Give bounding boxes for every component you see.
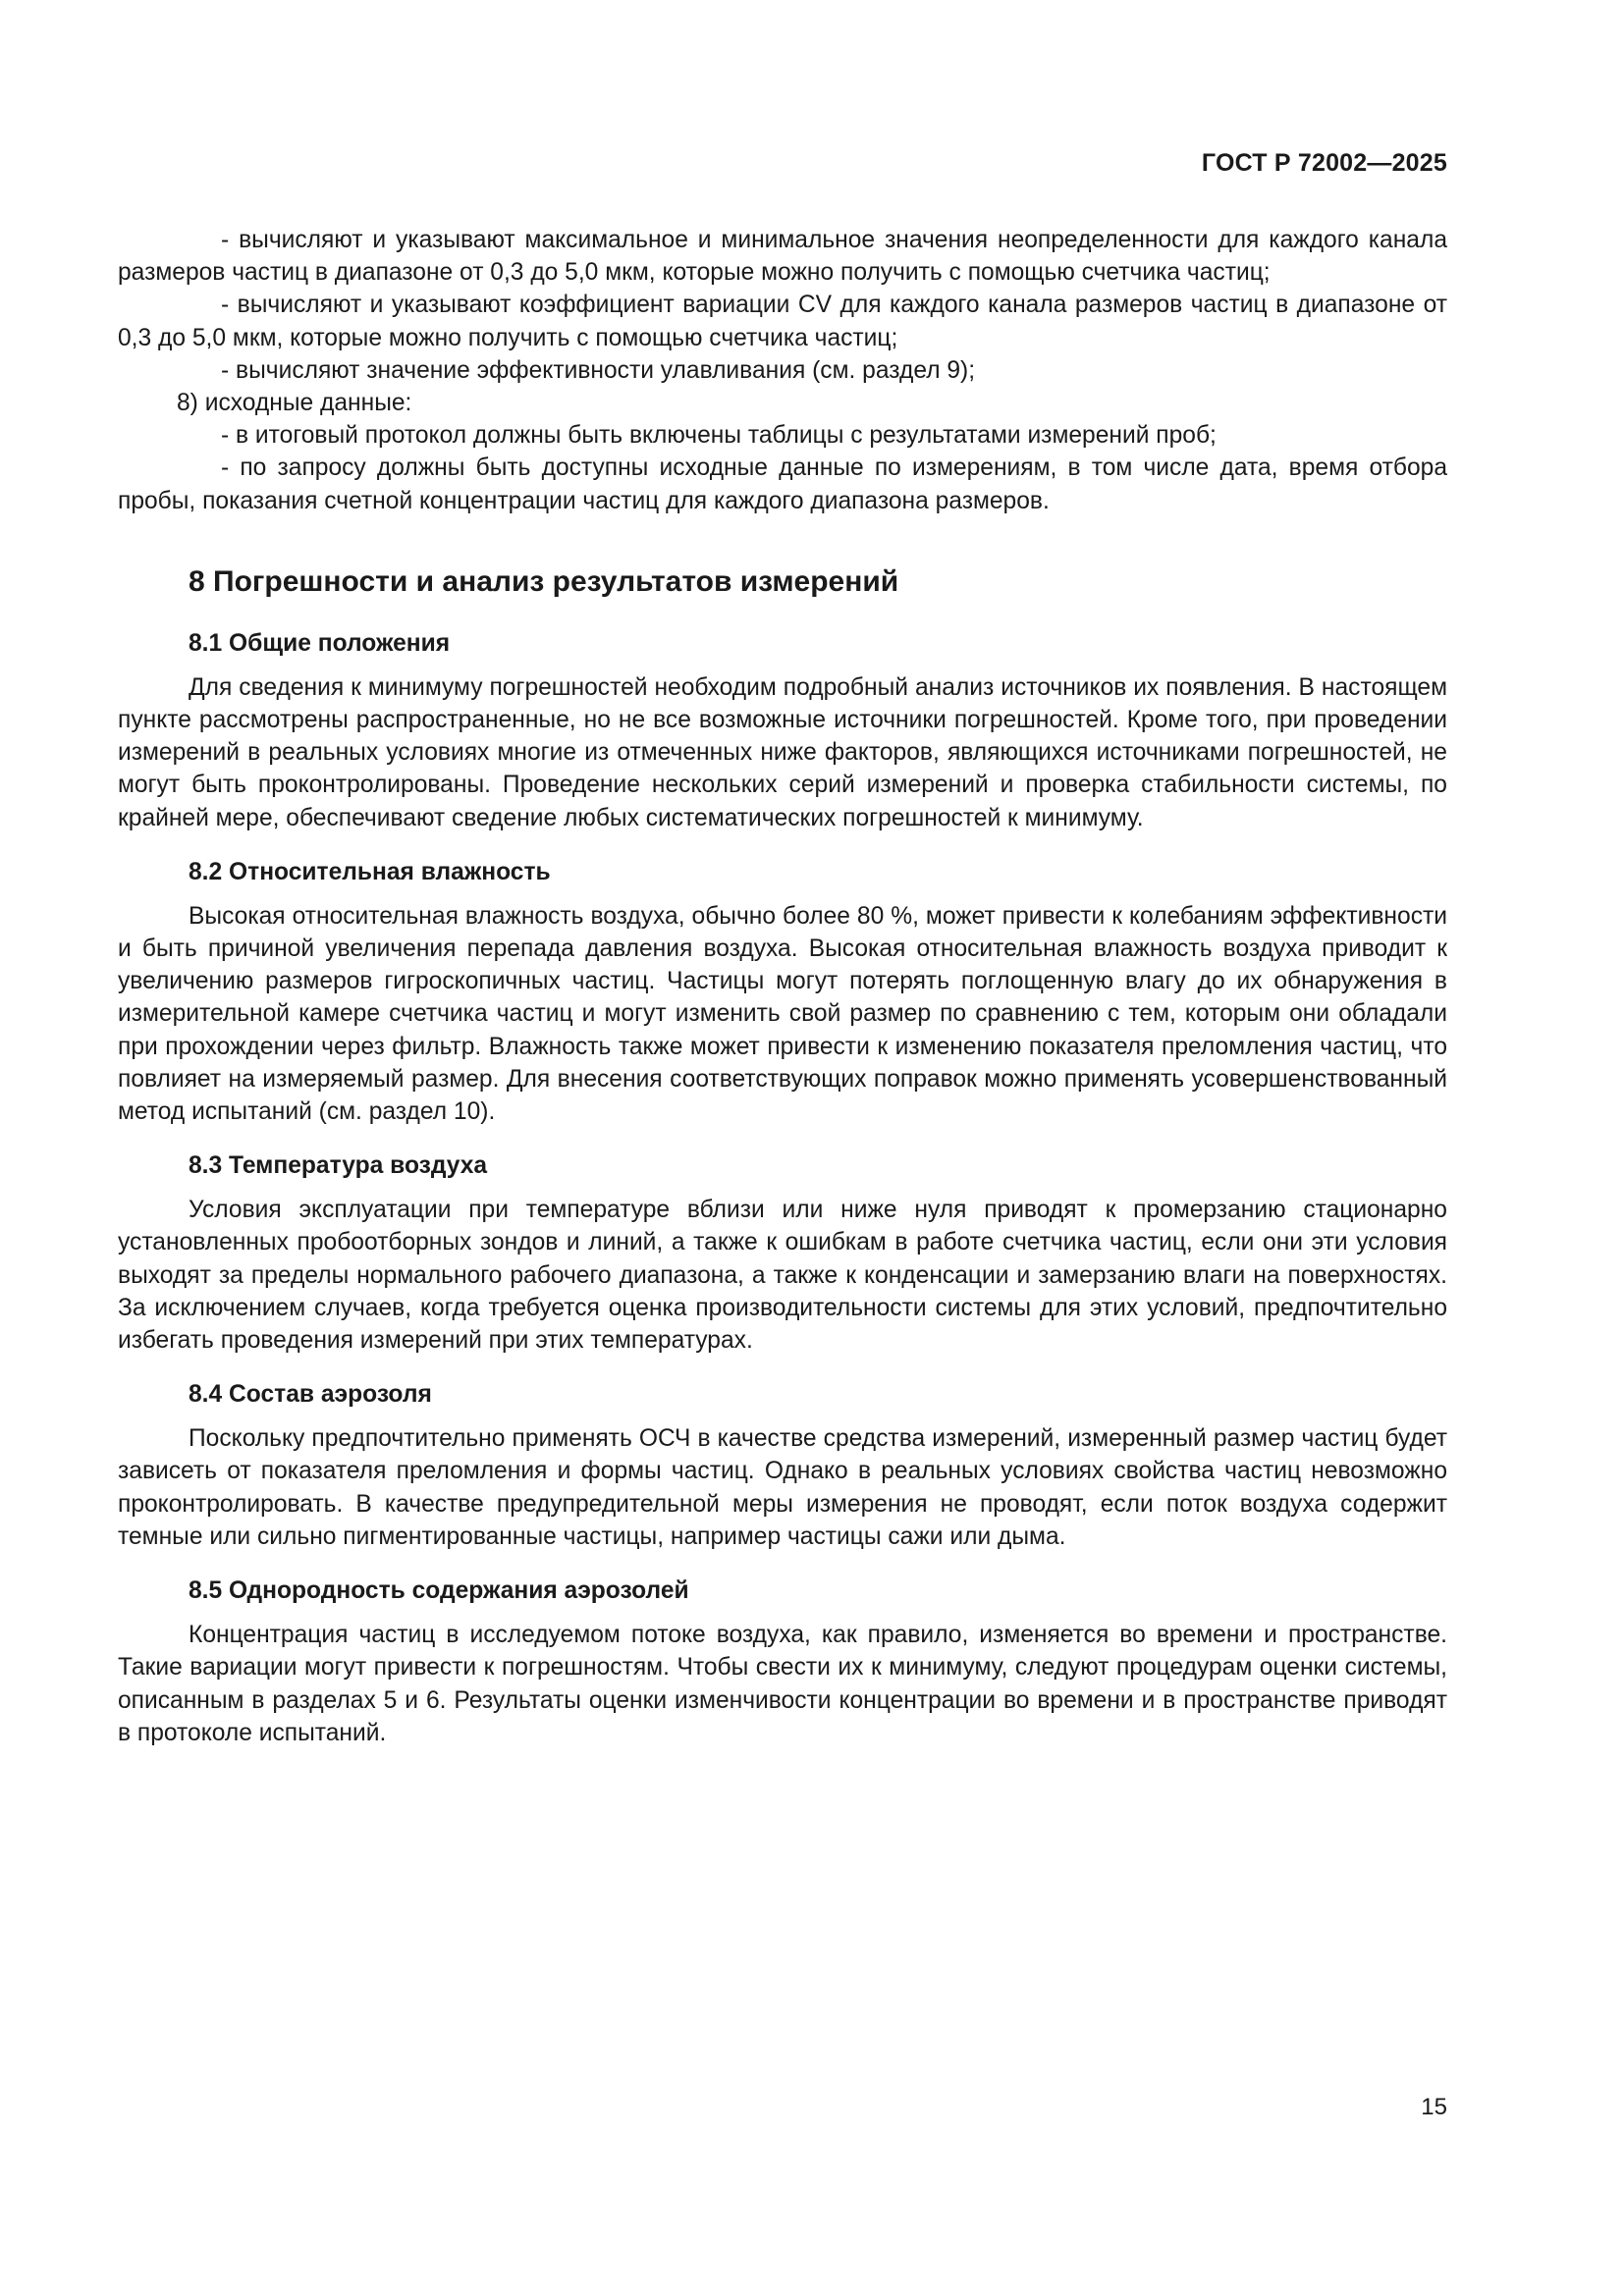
subsection-title-8-4: 8.4 Состав аэрозоля [189,1381,432,1409]
subsection-text-8-3: Условия эксплуатации при температуре вблизи или ниже нуля приводят к промерзанию стационарно установленных пробоотборных зондов и линий, а также к ошибкам в работе счетчика частиц, если они эти условия выходят за пределы нормального рабочего диапазона, а также к конденсации и замерзанию влаги на поверхностях. За исключением случаев, когда требуется оценка производительности системы для этих условий, предпочтительно избегать проведения измерений при этих температурах. [118,1197,1447,1355]
list-item: - по запросу должны быть доступны исходные данные по измерениям, в том числе дата, время отбора пробы, показания счетной концентрации частиц для каждого диапазона размеров. [118,454,1447,514]
list-item: - вычисляют и указывают максимальное и минимальное значения неопределенности для каждого канала размеров частиц в диапазоне от 0,3 до 5,0 мкм, которые можно получить с помощью счетчика частиц; [118,227,1447,287]
subsection-text-8-5: Концентрация частиц в исследуемом потоке воздуха, как правило, изменяется во времени и пространстве. Такие вариации могут привести к погрешностям. Чтобы свести их к минимуму, следуют процедурам оценки системы, описанным в разделах 5 и 6. Результаты оценки изменчивости концентрации во времени и в пространстве приводят в протоколе испытаний. [118,1622,1447,1746]
subsection-text-8-4: Поскольку предпочтительно применять ОСЧ в качестве средства измерений, измеренный размер частиц будет зависеть от показателя преломления и формы частиц. Однако в реальных условиях свойства частиц невозможно проконтролировать. В качестве предупредительной меры измерения не проводят, если поток воздуха содержит темные или сильно пигментированные частицы, например частицы сажи или дыма. [118,1425,1447,1550]
subsection-text-8-1: Для сведения к минимуму погрешностей необходим подробный анализ источников их появления. В настоящем пункте рассмотрены распространенные, но не все возможные источники погрешностей. Кроме того, при проведении измерений в реальных условиях многие из отмеченных ниже факторов, являющихся источниками погрешностей, не могут быть проконтролированы. Проведение нескольких серий измерений и проверка стабильности системы, по крайней мере, обеспечивают сведение любых систематических погрешностей к минимуму. [118,673,1447,831]
subsection-title-8-2: 8.2 Относительная влажность [189,858,551,885]
numbered-item: 8) исходные данные: [177,390,412,417]
intro-list [118,224,1447,517]
standard-header: ГОСТ Р 72002—2025 [1201,149,1447,177]
list-item: - вычисляют значение эффективности улавливания (см. раздел 9); [221,356,976,384]
subsection-text-8-2: Высокая относительная влажность воздуха, обычно более 80 %, может привести к колебаниям эффективности и быть причиной увеличения перепада давления воздуха. Высокая относительная влажность воздуха приводит к увеличению размеров гигроскопичных частиц. Частицы могут потерять поглощенную влагу до их обнаружения в измерительной камере счетчика частиц и могут изменить свой размер по сравнению с тем, которым они обладали при прохождении через фильтр. Влажность также может привести к изменению показателя преломления частиц, что повлияет на измеряемый размер. Для внесения соответствующих поправок можно применять усовершенствованный метод испытаний (см. раздел 10). [118,902,1447,1126]
section-title: 8 Погрешности и анализ результатов измерений [189,564,899,598]
document-page [118,0,1447,2296]
page-content [118,224,1447,1749]
list-item: - вычисляют и указывают коэффициент вариации CV для каждого канала размеров частиц в диапазоне от 0,3 до 5,0 мкм, которые можно получить с помощью счетчика частиц; [118,292,1447,351]
list-item: - в итоговый протокол должны быть включены таблицы с результатами измерений проб; [221,422,1217,450]
subsection-title-8-1: 8.1 Общие положения [189,629,451,657]
subsection-title-8-3: 8.3 Температура воздуха [189,1152,488,1180]
page-number: 15 [1421,2094,1447,2120]
subsection-title-8-5: 8.5 Однородность содержания аэрозолей [189,1577,689,1605]
